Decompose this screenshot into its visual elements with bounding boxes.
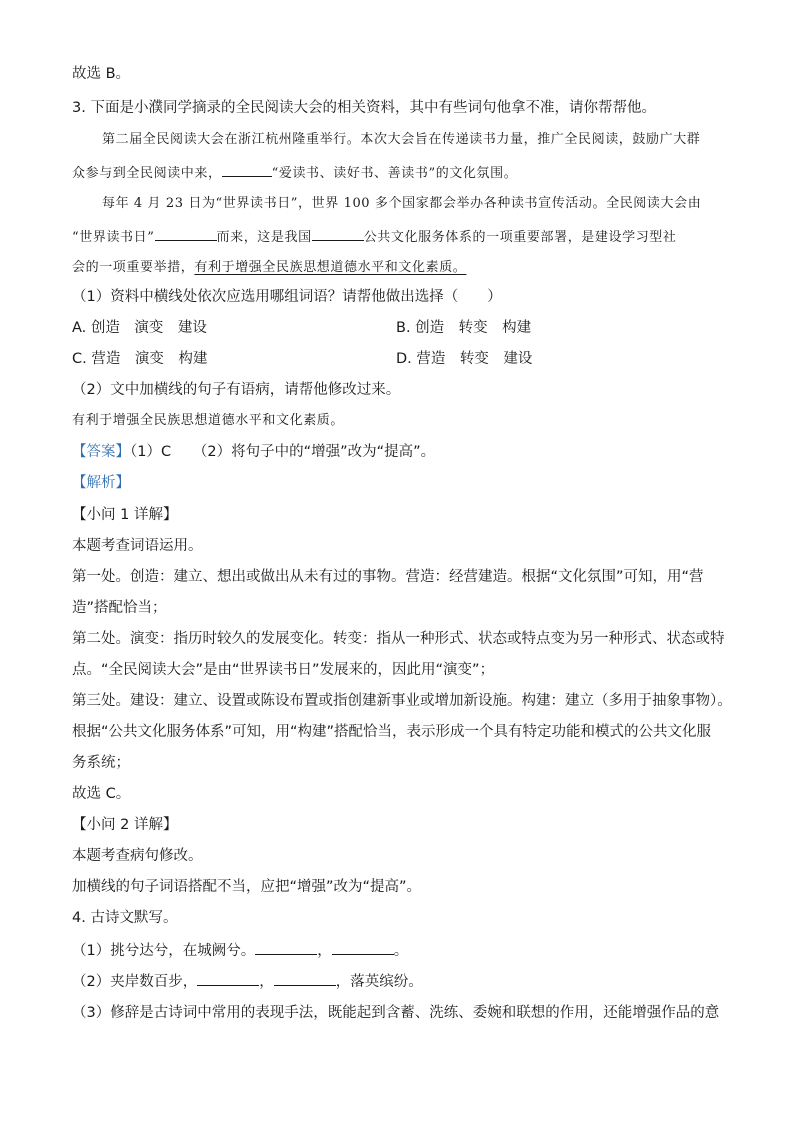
material-paragraph-1-line-2 xyxy=(72,162,517,184)
recitation-item-1 xyxy=(72,940,408,961)
material-paragraph-2-line-1: 每年 4 月 23 日为“世界读书日”，世界 100 多个国家都会举办各种读书宣传活动。全民阅读大会由 xyxy=(102,196,702,211)
explanation-line: 务系统； xyxy=(72,755,130,771)
material-text: “世界读书日” xyxy=(72,230,155,245)
fill-blank-3 xyxy=(312,226,364,241)
sub-question-2-heading: 【小问 2 详解】 xyxy=(72,817,178,833)
fill-blank xyxy=(274,971,336,986)
explanation-line: 第二处。演变：指历时较久的发展变化。转变：指从一种形式、状态或特点变为另一种形式、状态或特 xyxy=(72,631,725,647)
sub-question-1-heading: 【小问 1 详解】 xyxy=(72,507,178,523)
answer-line xyxy=(72,442,435,462)
option-a: A. 创造 演变 建设 xyxy=(72,320,207,336)
explanation-line: 本题考查词语运用。 xyxy=(72,538,203,554)
fill-blank-2 xyxy=(155,226,217,241)
option-b: B. 创造 转变 构建 xyxy=(396,320,532,336)
sub-question-2: （2）文中加横线的句子有语病，请帮他修改过来。 xyxy=(72,382,401,398)
item-text: （1）挑兮达兮，在城阙兮。 xyxy=(72,943,256,959)
recitation-item-2 xyxy=(72,971,423,992)
fill-blank xyxy=(255,940,317,955)
sub-question-1: （1）资料中横线处依次应选用哪组词语？请帮他做出选择（ ） xyxy=(72,289,502,305)
material-text: “爱读书、读好书、善读书”的文化氛围。 xyxy=(271,166,518,181)
material-text: 众参与到全民阅读中来， xyxy=(72,166,222,181)
underlined-sentence: 有利于增强全民族思想道德水平和文化素质。 xyxy=(194,260,467,275)
recitation-item-3: （3）修辞是古诗词中常用的表现手法，既能起到含蓄、洗练、委婉和联想的作用，还能增强作品的意 xyxy=(72,1005,720,1021)
material-paragraph-1-line-1: 第二届全民阅读大会在浙江杭州隆重举行。本次大会旨在传递读书力量，推广全民阅读，鼓励广大群 xyxy=(102,132,701,147)
answer-text: （1）C （2）将句子中的“增强”改为“提高”。 xyxy=(130,444,436,460)
option-d: D. 营造 转变 建设 xyxy=(396,351,533,367)
question-3-stem: 3. 下面是小濮同学摘录的全民阅读大会的相关资料，其中有些词句他拿不准，请你帮帮他。 xyxy=(72,100,656,116)
explanation-line: 点。“全民阅读大会”是由“世界读书日”发展来的，因此用“演变”； xyxy=(72,662,495,678)
fill-blank xyxy=(332,940,394,955)
material-paragraph-2-line-2 xyxy=(72,226,677,248)
item-text: （2）夹岸数百步， xyxy=(72,974,198,990)
explanation-line: 造”搭配恰当； xyxy=(72,600,167,616)
explanation-line: 第一处。创造：建立、想出或做出从未有过的事物。营造：经营建造。根据“文化氛围”可知，用“营 xyxy=(72,569,704,585)
item-text: ， xyxy=(317,943,332,959)
item-text: 。 xyxy=(393,943,409,959)
material-text: 公共文化服务体系的一项重要部署，是建设学习型社 xyxy=(363,230,677,245)
explanation-line: 第三处。建设：建立、设置或陈设布置或指创建新事业或增加新设施。构建：建立（多用于抽象事物）。 xyxy=(72,693,732,709)
analysis-tag: 【解析】 xyxy=(72,475,130,491)
option-c: C. 营造 演变 构建 xyxy=(72,351,208,367)
fill-blank-1 xyxy=(222,162,272,177)
item-text: ， xyxy=(259,974,274,990)
item-text: ，落英缤纷。 xyxy=(335,974,423,990)
answer-tag: 【答案】 xyxy=(72,444,130,460)
conclusion-line: 故选 B。 xyxy=(72,66,131,82)
sick-sentence: 有利于增强全民族思想道德水平和文化素质。 xyxy=(72,413,345,428)
material-paragraph-2-line-3 xyxy=(72,258,466,278)
material-text: 会的一项重要举措， xyxy=(72,260,195,275)
fill-blank xyxy=(197,971,259,986)
explanation-line: 本题考查病句修改。 xyxy=(72,848,203,864)
explanation-line: 加横线的句子词语搭配不当，应把“增强”改为“提高”。 xyxy=(72,879,422,895)
material-text: 而来，这是我国 xyxy=(216,230,312,245)
explanation-line: 根据“公共文化服务体系”可知，用“构建”搭配恰当，表示形成一个具有特定功能和模式的公共文化服 xyxy=(72,724,712,740)
question-4-stem: 4. 古诗文默写。 xyxy=(72,910,178,926)
conclusion-line: 故选 C。 xyxy=(72,786,131,802)
